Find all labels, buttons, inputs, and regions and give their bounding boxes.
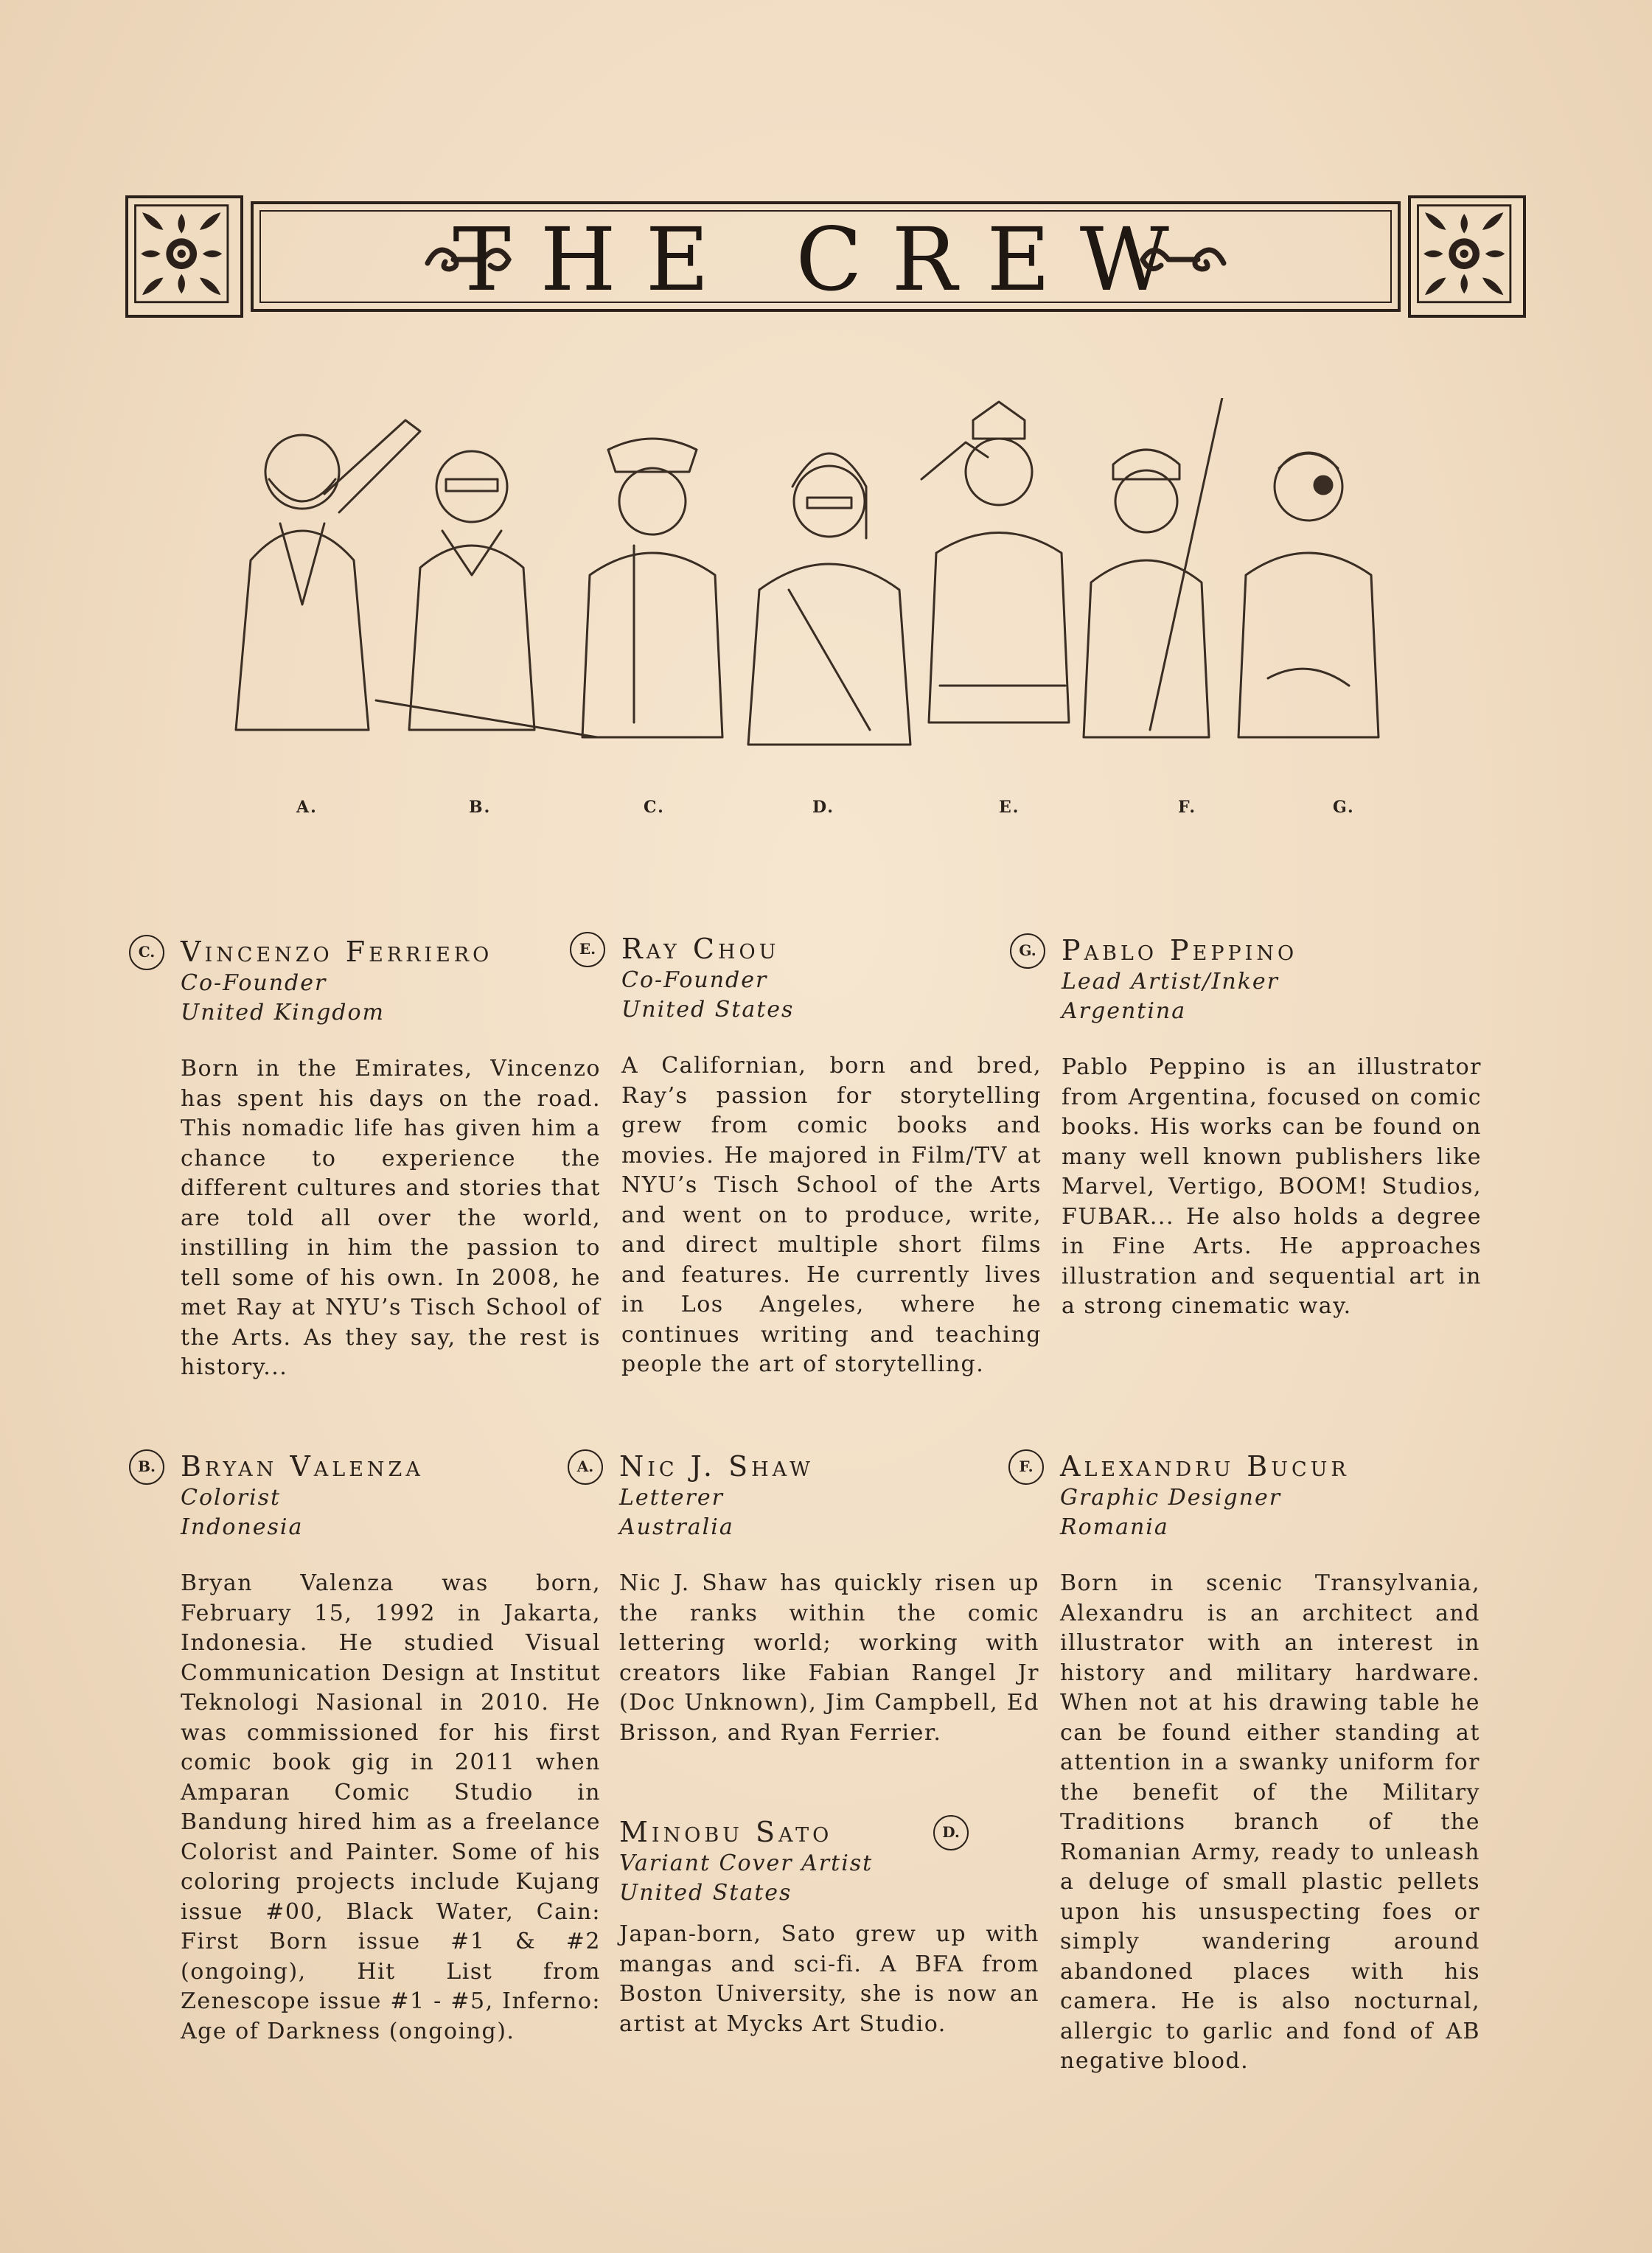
bio-name: Ray Chou — [621, 933, 780, 965]
bio-role: Variant Cover Artist — [619, 1850, 874, 1876]
bio-badge: A. — [568, 1449, 603, 1485]
page-title: THE CREW — [453, 209, 1199, 310]
crew-member-b — [376, 451, 597, 737]
bio-badge: F. — [1008, 1449, 1044, 1485]
bio-role: Lead Artist/Inker — [1062, 969, 1279, 995]
crew-member-c — [582, 439, 722, 737]
bio-name: Pablo Peppino — [1062, 934, 1298, 967]
bio-vincenzo-ferriero — [138, 935, 601, 1383]
bio-country: Indonesia — [181, 1514, 304, 1540]
bio-country: Argentina — [1062, 998, 1187, 1024]
crew-label: D. — [812, 798, 834, 817]
crew-label: E. — [999, 798, 1020, 817]
crew-member-f — [1084, 398, 1224, 737]
bio-text: Pablo Peppino is an illustrator from Argentina, focused on comic books. His works can be found on many well known publishers like Marvel, Vertigo, BOOM! Studios, FUBAR... He also holds a degree in Fine Arts. He approaches illustration and sequential art in a strong cinematic way. — [1062, 1054, 1482, 1319]
crew-member-a — [236, 420, 420, 730]
crew-label: F. — [1178, 798, 1197, 817]
bio-text: Bryan Valenza was born, February 15, 1992 in Jakarta, Indonesia. He studied Visual Communication Design at Institut Teknologi Nasional in 2010. He was commissioned for his first comic book gig in 2011 when Amparan Comic Studio in Bandung hired him as a freelance Colorist and Painter. Some of his coloring projects include Kujang issue #00, Black Water, Cain: First Born issue #1 & #2 (ongoing), Hit List from Zenescope issue #1 - #5, Inferno: Age of Darkness (ongoing). — [181, 1570, 601, 2044]
bio-role: Colorist — [181, 1485, 282, 1511]
crew-member-d — [748, 453, 910, 745]
crew-member-g — [1238, 453, 1379, 737]
bio-role: Co-Founder — [181, 970, 327, 996]
bio-country: Australia — [619, 1514, 734, 1540]
bio-country: United States — [619, 1880, 792, 1906]
bio-name: Minobu Sato — [619, 1816, 833, 1848]
crew-member-e — [921, 402, 1069, 722]
bio-ray-chou — [579, 932, 1042, 1380]
bio-country: Romania — [1060, 1514, 1169, 1540]
bio-country: United Kingdom — [181, 1000, 385, 1025]
bio-role: Letterer — [619, 1485, 724, 1511]
bio-minobu-sato — [619, 1815, 1039, 2039]
bio-badge: G. — [1010, 933, 1045, 969]
bio-role: Co-Founder — [621, 967, 768, 993]
title-banner — [125, 195, 1526, 322]
bio-text: Born in the Emirates, Vincenzo has spent his days on the road. This nomadic life has given him a chance to experience the different cultures and stories that are told all over the world, instilling in him the passion to tell some of his own. In 2008, he met Ray at NYU’s Tisch School of the Arts. As they say, the rest is history... — [181, 1056, 601, 1380]
bio-text: Nic J. Shaw has quickly risen up the ranks within the comic lettering world; working with creators like Fabian Rangel Jr (Doc Unknown), Jim Campbell, Ed Brisson, and Ryan Ferrier. — [619, 1570, 1039, 1746]
bio-name: Alexandru Bucur — [1060, 1450, 1350, 1483]
bio-text: Japan-born, Sato grew up with mangas and sci-fi. A BFA from Boston University, she is now an artist at Mycks Art Studio. — [619, 1921, 1039, 2037]
bio-nic-j-shaw — [576, 1449, 1039, 1748]
bio-alexandru-bucur — [1019, 1449, 1480, 2077]
bio-role: Graphic Designer — [1060, 1485, 1282, 1511]
bio-badge: C. — [129, 935, 164, 970]
bio-badge: B. — [129, 1449, 164, 1485]
crew-illustration — [177, 398, 1401, 781]
bio-name: Bryan Valenza — [181, 1450, 424, 1483]
crew-label: G. — [1333, 798, 1355, 817]
bio-badge: E. — [570, 932, 605, 967]
crew-label: A. — [296, 798, 318, 817]
flourish-right-icon — [1135, 234, 1231, 285]
bio-name: Vincenzo Ferriero — [181, 936, 493, 968]
bio-name: Nic J. Shaw — [619, 1450, 814, 1483]
bio-badge: D. — [933, 1815, 969, 1850]
bio-country: United States — [621, 997, 795, 1023]
bio-text: Born in scenic Transylvania, Alexandru is an architect and illustrator with an interest in history and military hardware. When not at his drawing table he can be found either standing at attention in a swanky uniform for the benefit of the Military Traditions branch of the Romanian Army, ready to unleash a deluge of small plastic pellets upon his unsuspecting foes or simply wandering around abandoned places with his camera. He is also nocturnal, allergic to garlic and fond of AB negative blood. — [1060, 1570, 1480, 2074]
ornament-right-icon — [1408, 195, 1526, 318]
crew-label: B. — [469, 798, 492, 817]
bio-pablo-peppino — [1019, 933, 1482, 1322]
bio-bryan-valenza — [138, 1449, 601, 2047]
crew-label: C. — [644, 798, 665, 817]
bio-text: A Californian, born and bred, Ray’s passion for storytelling grew from comic books and movies. He majored in Film/TV at NYU’s Tisch School of the Arts and went on to produce, write, and direct multiple short films and features. He currently lives in Los Angeles, where he continues writing and teaching people the art of storytelling. — [621, 1053, 1042, 1377]
